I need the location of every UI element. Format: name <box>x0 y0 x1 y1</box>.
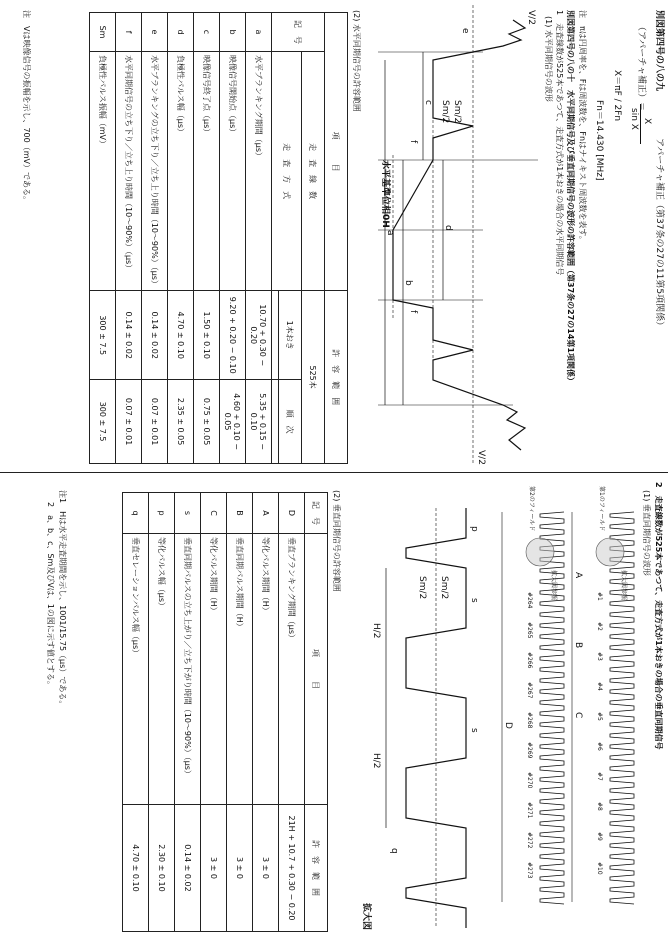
line-number-label: #271 <box>526 802 533 819</box>
section-2-2-title: (2) 垂直同期信号の許容範囲 <box>332 490 341 592</box>
label-B: B <box>573 642 583 649</box>
aperture-line: アパーチャ補正（第37条の27の11第5項関係） <box>654 138 664 331</box>
line-number-label: #4 <box>596 682 603 691</box>
sm2-label-1: Sm/2 <box>452 100 462 124</box>
heading-49: 別図第四号の八の九 <box>654 10 664 92</box>
vertical-sync-waveform <box>490 482 640 942</box>
line-number-label: #6 <box>596 742 603 751</box>
line-number-label: #266 <box>526 652 533 669</box>
h2-label-2: H/2 <box>371 753 381 769</box>
aperture-eq-den: sin X <box>629 108 639 130</box>
sm2-label-4: Sm/2 <box>417 576 427 600</box>
line-number-label: #2 <box>596 622 603 631</box>
aperture-note: 注 πは円周率を、Fは周波数を、Fnはナイキスト周波数を表す。 <box>578 10 587 244</box>
a-label: a <box>385 230 395 236</box>
line-number-label: #269 <box>526 742 533 759</box>
horizontal-sync-waveform <box>373 0 543 470</box>
th-item: 項 目 <box>325 13 348 291</box>
table-row: a 水平ブランキング期間（μs） 10.70 + 0.30 − 0.20 5.35 + 0.15 − 0.10 <box>246 13 272 464</box>
section-1-1-title: (1) 水平同期信号の波形 <box>544 16 553 102</box>
label-A: A <box>573 572 583 579</box>
line-number-label: #272 <box>526 832 533 849</box>
th-range: 許 容 範 囲 <box>325 291 348 464</box>
vertical-sync-table <box>122 492 328 932</box>
horizontal-sync-table <box>89 12 348 464</box>
table-row: e 水平ブランキングの立ち下り／立ち上り時間（10〜90%）（μs） 0.14 ± 0.02 0.07 ± 0.01 <box>142 13 168 464</box>
line-number-label: #273 <box>526 862 533 879</box>
heading-410: 別図第四号の八の十 水平同期信号及び垂直同期信号の波形の許容範囲（第37条の27の14第1項関係） <box>566 10 575 385</box>
section-1-title: 1 走査線数が525本であつて、走査方式が1本おきの場合の水平同期信号 <box>555 10 564 276</box>
sm2-label-3: Sm/2 <box>439 576 449 600</box>
s-label-1: s <box>469 598 479 603</box>
enlarge-ref-1: 拡大図参照 <box>620 570 627 601</box>
line-number-label: #264 <box>526 592 533 609</box>
line-number-label: #5 <box>596 712 603 721</box>
section-2-title: 2 走査線数が525本であつて、走査方式が1本おきの場合の垂直同期信号 <box>654 482 663 750</box>
fn-definition: Fn＝14.430 [MHz] <box>594 100 604 181</box>
line-number-label: #267 <box>526 682 533 699</box>
line-number-label: #3 <box>596 652 603 661</box>
section-2-1-title: (1) 垂直同期信号の波形 <box>642 490 651 576</box>
q-label: q <box>389 848 399 854</box>
label-C: C <box>573 712 583 719</box>
aperture-eq-label: （アパーチャ補正）＝ <box>636 22 646 112</box>
h2-label-1: H/2 <box>371 623 381 639</box>
table-row: Sm 負極性パルス振幅（mV） 300 ± 7.5 300 ± 7.5 <box>90 13 116 464</box>
table-row: q 垂直セレーションパルス幅（μs） 4.70 ± 0.10 <box>123 493 149 932</box>
table-row: B 垂直同期パルス期間（H） 3 ± 0 <box>227 493 253 932</box>
th-method: 走 査 方 式 <box>272 52 302 291</box>
c-label: c <box>423 100 433 105</box>
v2-label-left: V/2 <box>526 10 536 25</box>
d-label: d <box>443 225 453 231</box>
f-label: f <box>408 140 418 144</box>
table-row: p 等化パルス幅（μs） 2.30 ± 0.10 <box>149 493 175 932</box>
vertical-note-1: 注1 Hは水平走査期間を示し、1001/15.75（μs）である。 <box>58 490 67 709</box>
label-D: D <box>503 722 513 729</box>
sm2-label-2: Sm/2 <box>440 100 450 124</box>
table-row: b 映像信号開始点（μs） 9.20 + 0.20 − 0.10 4.60 + 0.10 − 0.05 <box>220 13 246 464</box>
line-number-label: #1 <box>596 592 603 601</box>
vertical-sync-section <box>0 478 668 945</box>
field-2-pulse-train <box>526 512 564 904</box>
table-row: f 水平同期信号の立ち下り／立ち上り時間（10〜90%）（μs） 0.14 ± 0.02 0.07 ± 0.01 <box>116 13 142 464</box>
field-2-label: 第2のフィールド <box>528 486 535 532</box>
e-label: e <box>460 28 470 34</box>
table-row: D 垂直ブランキング期間（μs） 21H + 10.7 + 0.30 − 0.20 <box>279 493 305 932</box>
table-row: s 垂直同期パルスの立ち上がり／立ち下がり時間（10〜90%）（μs） 0.14 ± 0.02 <box>175 493 201 932</box>
line-number-label: #9 <box>596 832 603 841</box>
f-label-2: f <box>408 310 418 314</box>
table-row: A 等化パルス期間（H） 3 ± 0 <box>253 493 279 932</box>
aperture-eq-num: X <box>642 118 652 125</box>
table-row: c 映像信号終了点（μs） 1.50 ± 0.10 0.75 ± 0.05 <box>194 13 220 464</box>
b-label: b <box>403 280 413 286</box>
line-number-label: #268 <box>526 712 533 729</box>
fraction-bar <box>640 104 641 144</box>
s-label-2: s <box>469 728 479 733</box>
line-number-label: #270 <box>526 772 533 789</box>
section-1-2-title: (2) 水平同期信号の許容範囲 <box>352 10 361 112</box>
field-1-label: 第1のフィールド <box>598 486 605 532</box>
enlarged-waveform <box>356 498 486 938</box>
field-1-pulse-train <box>596 512 634 904</box>
th-lines: 525本 <box>302 291 325 464</box>
table-row: C 等化パルス期間（H） 3 ± 0 <box>201 493 227 932</box>
th-symbol: 記 号 <box>272 13 325 52</box>
p-label: p <box>469 526 479 532</box>
horizontal-footnote: 注 Vは映像信号の振幅を示し、700（mV）である。 <box>22 10 31 205</box>
v2-label-right: V/2 <box>476 450 486 465</box>
th-seq: 順 次 <box>279 380 302 464</box>
th-range-2: 許 容 範 囲 <box>305 805 328 932</box>
line-number-label: #10 <box>596 862 603 875</box>
enlarge-caption: 拡大図 <box>361 903 371 931</box>
line-number-label: #7 <box>596 772 603 781</box>
th-alt: 1本おき <box>279 291 302 380</box>
th-item-2: 項 目 <box>305 534 328 805</box>
line-number-label: #8 <box>596 802 603 811</box>
th-scan: 走 査 線 数 <box>302 52 325 291</box>
enlarge-ref-2: 拡大図参照 <box>550 570 557 601</box>
x-definition: X＝πF / 2Fn <box>612 70 622 122</box>
th-symbol-2: 記 号 <box>305 493 328 534</box>
line-number-label: #265 <box>526 622 533 639</box>
vertical-note-2: 2 a、b、c、Sm及びVは、1の図に示す値とする。 <box>46 502 55 689</box>
wave-caption: 水平基準位相0H <box>380 160 390 228</box>
table-row: d 負極性パルス幅（μs） 4.70 ± 0.10 2.35 ± 0.05 <box>168 13 194 464</box>
